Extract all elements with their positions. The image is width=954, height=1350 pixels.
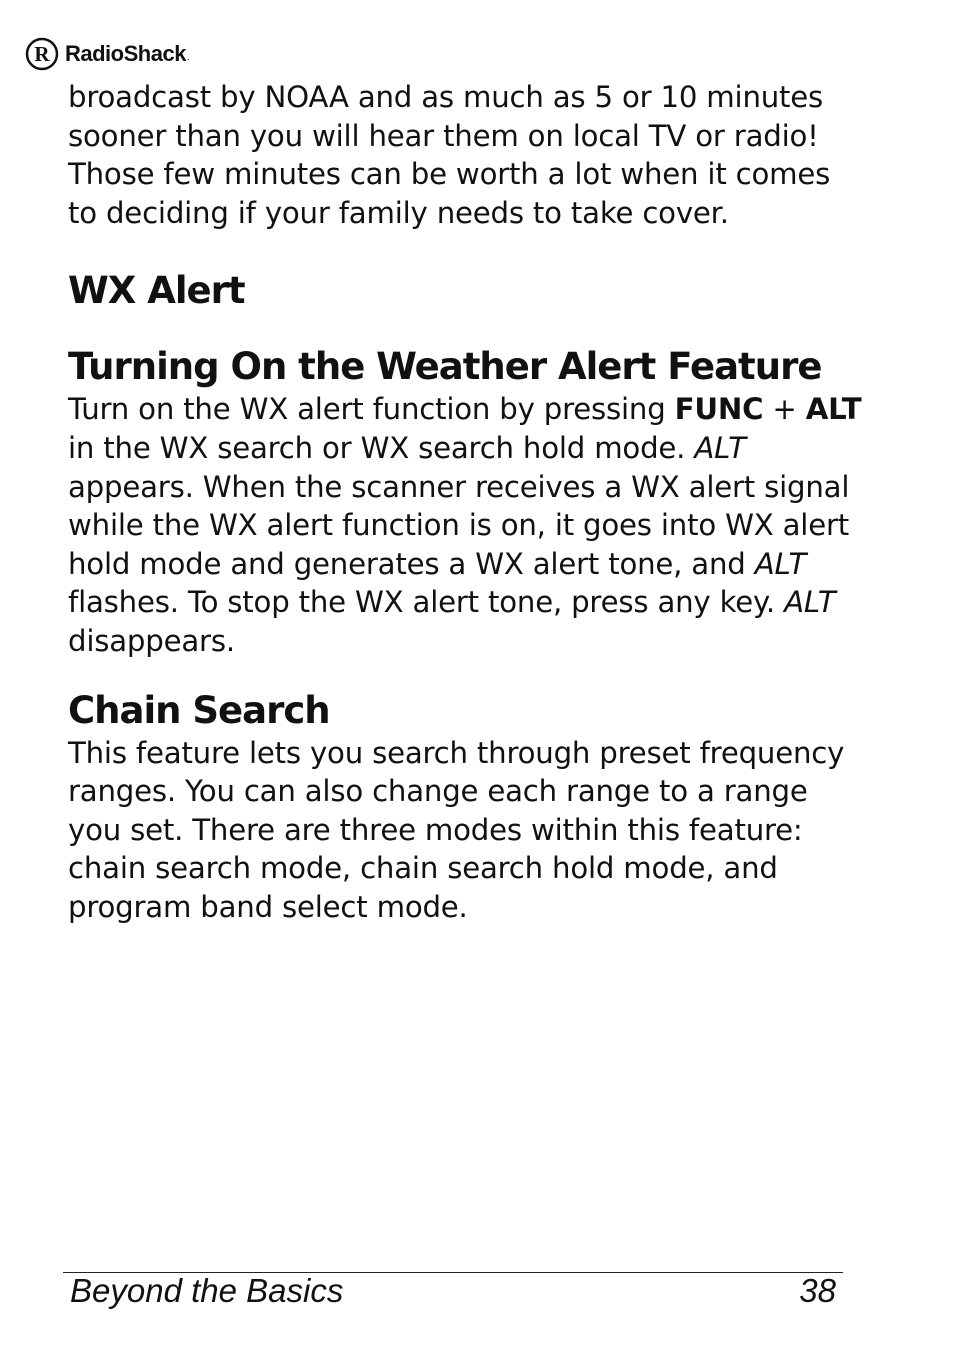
logo-text: RadioShack xyxy=(65,41,186,66)
intro-paragraph: broadcast by NOAA and as much as 5 or 10 minutes sooner than you will hear them on local TV or radio! Those few minutes can be worth a lot when it comes to deciding if your family needs to take cover. xyxy=(68,80,831,230)
text-run: disappears. xyxy=(68,623,235,658)
svg-text:R: R xyxy=(34,42,50,66)
page-content xyxy=(68,78,868,927)
text-run: in the WX search or WX search hold mode. xyxy=(68,430,695,465)
footer-section-title: Beyond the Basics xyxy=(70,1272,344,1309)
chain-search-heading: Chain Search xyxy=(68,688,330,732)
text-run: appears. When the scanner receives a WX alert signal while the WX alert function is on, it goes into WX alert hold mode and generates a WX alert tone, and xyxy=(68,469,850,581)
alt-display-indicator: ALT xyxy=(694,430,746,465)
page-number: 38 xyxy=(799,1272,836,1309)
alt-display-indicator: ALT xyxy=(784,585,836,620)
alt-key-label: ALT xyxy=(805,392,862,427)
text-run: flashes. To stop the WX alert tone, press any key. xyxy=(68,585,785,620)
radioshack-logo xyxy=(25,37,190,71)
func-key-label: FUNC xyxy=(674,392,764,427)
wx-alert-heading: WX Alert xyxy=(68,269,245,313)
plus-sign: + xyxy=(763,392,806,427)
radioshack-r-circle-icon xyxy=(25,37,59,71)
alt-display-indicator: ALT xyxy=(754,546,807,581)
text-run: Turn on the WX alert function by pressing xyxy=(68,392,675,427)
turning-on-heading: Turning On the Weather Alert Feature xyxy=(68,345,822,389)
turning-on-paragraph xyxy=(68,390,868,660)
logo-dot: . xyxy=(186,52,190,63)
chain-search-paragraph: This feature lets you search through preset frequency ranges. You can also change each range to a range you set. There are three modes within this feature: chain search mode, chain search hold mode, and program band select mode. xyxy=(68,735,845,924)
